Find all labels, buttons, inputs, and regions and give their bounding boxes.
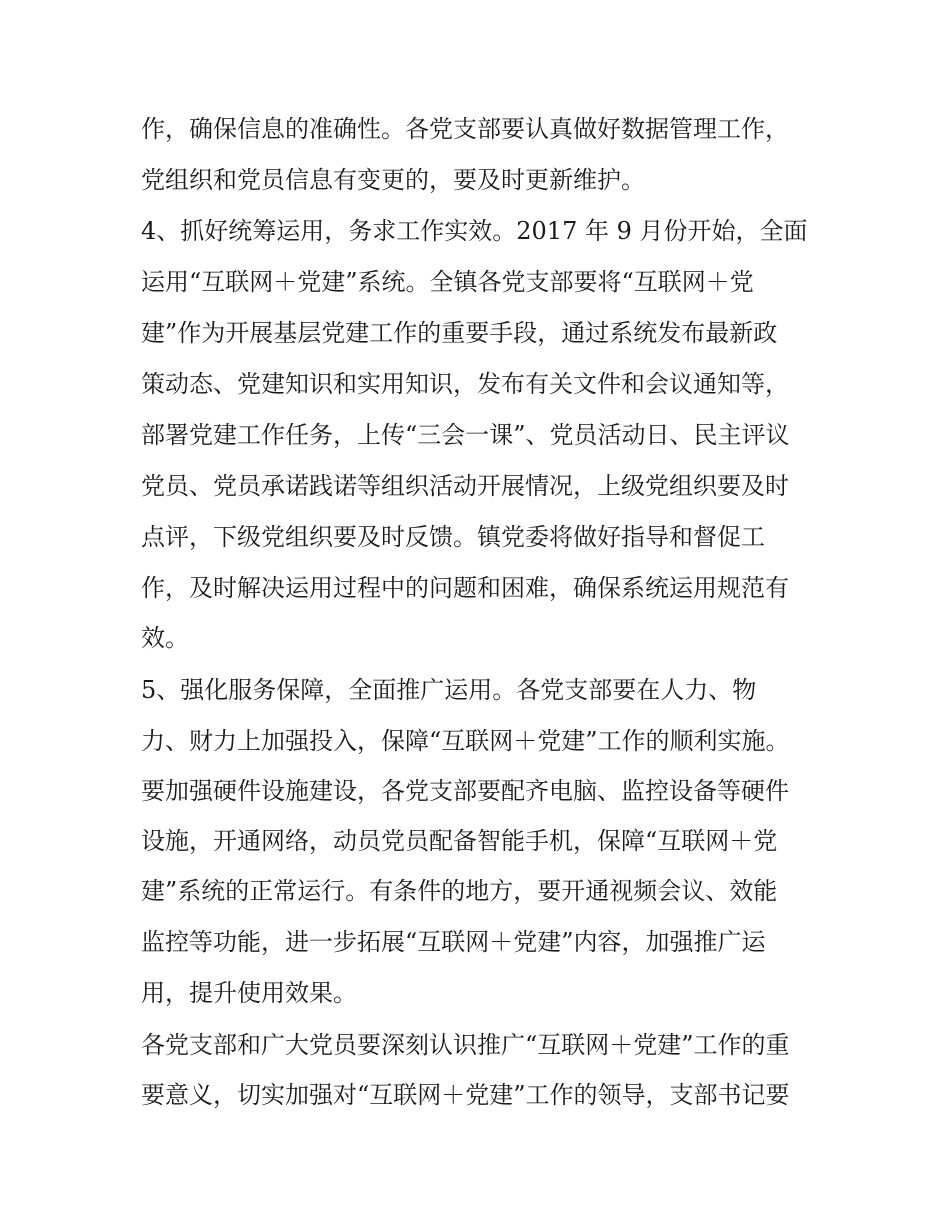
text-line: 4、抓好统筹运用，务求工作实效。2017 年 9 月份开始，全面 bbox=[141, 217, 808, 245]
text-line: 部署党建工作任务，上传“三会一课”、党员活动日、民主评议 bbox=[141, 421, 790, 449]
text-line: 运用“互联网＋党建”系统。全镇各党支部要将“互联网＋党 bbox=[141, 268, 754, 296]
text-line: 力、财力上加强投入，保障“互联网＋党建”工作的顺利实施。 bbox=[141, 727, 790, 755]
text-line: 监控等功能，进一步拓展“互联网＋党建”内容，加强推广运 bbox=[141, 928, 766, 956]
text-line: 点评，下级党组织要及时反馈。镇党委将做好指导和督促工 bbox=[141, 523, 765, 551]
text-line: 党员、党员承诺践诺等组织活动开展情况，上级党组织要及时 bbox=[141, 472, 789, 500]
text-line: 建”系统的正常运行。有条件的地方，要开通视频会议、效能 bbox=[141, 877, 778, 905]
text-line: 要意义，切实加强对“互联网＋党建”工作的领导，支部书记要 bbox=[141, 1081, 790, 1109]
text-line: 党组织和党员信息有变更的，要及时更新维护。 bbox=[141, 166, 645, 194]
text-line: 效。 bbox=[141, 624, 189, 652]
text-line: 用，提升使用效果。 bbox=[141, 979, 357, 1007]
text-line: 各党支部和广大党员要深刻认识推广“互联网＋党建”工作的重 bbox=[141, 1031, 790, 1059]
text-line: 策动态、党建知识和实用知识，发布有关文件和会议通知等， bbox=[141, 370, 789, 398]
text-line: 要加强硬件设施建设，各党支部要配齐电脑、监控设备等硬件 bbox=[141, 777, 789, 805]
text-line: 设施，开通网络，动员党员配备智能手机，保障“互联网＋党 bbox=[141, 827, 778, 855]
text-line: 作，及时解决运用过程中的问题和困难，确保系统运用规范有 bbox=[141, 574, 789, 602]
text-line: 建”作为开展基层党建工作的重要手段，通过系统发布最新政 bbox=[141, 319, 778, 347]
text-line: 5、强化服务保障，全面推广运用。各党支部要在人力、物 bbox=[141, 676, 757, 704]
text-line: 作，确保信息的准确性。各党支部要认真做好数据管理工作， bbox=[141, 115, 789, 143]
